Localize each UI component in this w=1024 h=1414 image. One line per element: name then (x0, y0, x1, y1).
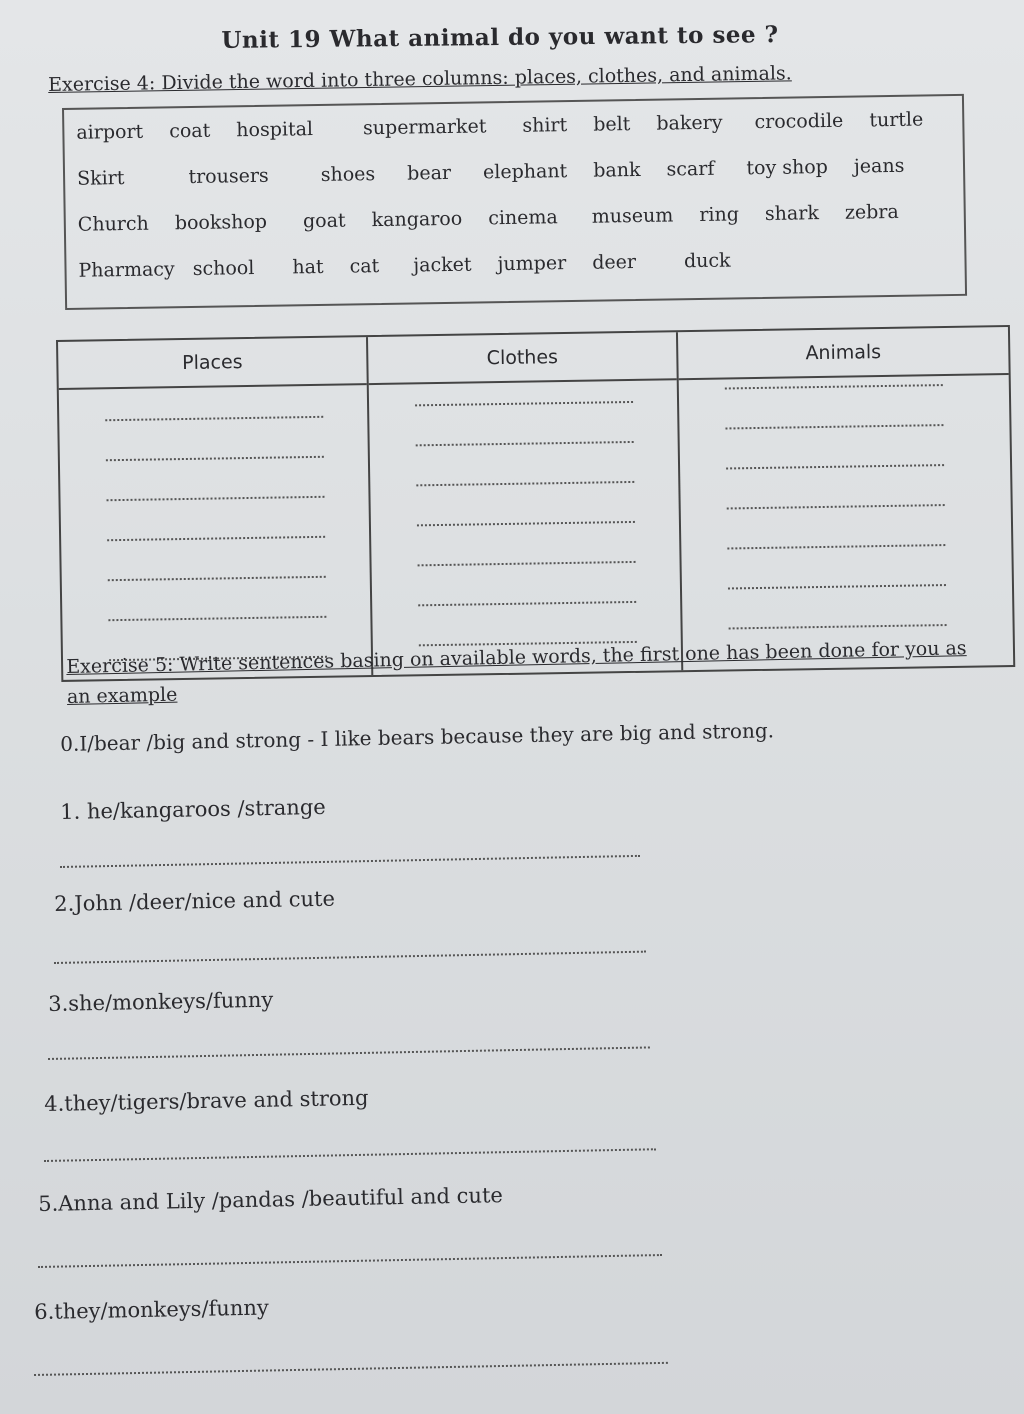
word: shoes (320, 163, 376, 186)
answer-line[interactable] (106, 456, 324, 461)
example-sentence: 0.I/bear /big and strong - I like bears because they are big and strong. (60, 718, 775, 756)
column-header-animals: Animals (678, 327, 1009, 380)
word: airport (76, 120, 144, 144)
column-header-clothes: Clothes (368, 332, 677, 385)
word: bakery (656, 111, 723, 135)
answer-line[interactable] (418, 561, 636, 566)
exercise-item: 3.she/monkeys/funny (48, 987, 274, 1016)
word: museum (591, 204, 674, 228)
word: bear (407, 161, 452, 185)
word: scarf (666, 157, 715, 181)
word: Pharmacy (78, 258, 175, 282)
word: supermarket (362, 115, 487, 140)
word: crocodile (754, 109, 844, 134)
answer-line[interactable] (108, 576, 326, 581)
exercise-item: 4.they/tigers/brave and strong (44, 1085, 369, 1116)
word: toy shop (746, 155, 829, 180)
word: cinema (488, 206, 558, 230)
word: coat (169, 119, 211, 143)
sorting-table (56, 325, 1015, 682)
word: bookshop (174, 210, 268, 235)
word: shirt (522, 114, 568, 137)
answer-line[interactable] (728, 584, 946, 589)
answer-line[interactable] (416, 441, 634, 446)
word: shark (764, 202, 820, 225)
word-bank-box (62, 94, 967, 310)
answer-line[interactable] (729, 624, 947, 629)
word: bank (593, 158, 641, 182)
word: zebra (844, 200, 899, 224)
page-title: Unit 19 What animal do you want to see ? (221, 21, 779, 54)
answer-line[interactable] (54, 951, 646, 964)
answer-line[interactable] (726, 464, 944, 469)
word: jeans (853, 154, 905, 178)
word: jumper (497, 252, 567, 276)
word: hospital (236, 118, 314, 142)
column-header-places: Places (58, 337, 367, 390)
clothes-column (368, 332, 683, 675)
answer-line[interactable] (107, 536, 325, 541)
word-bank-row (78, 201, 919, 236)
answer-line[interactable] (416, 481, 634, 486)
word: Church (77, 212, 149, 236)
word: Skirt (76, 167, 125, 190)
animals-column (678, 327, 1013, 670)
word: ring (699, 203, 740, 227)
exercise-item: 6.they/monkeys/funny (34, 1295, 269, 1324)
word: trousers (188, 164, 269, 189)
word: kangaroo (371, 207, 463, 232)
exercise-item: 2.John /deer/nice and cute (54, 886, 336, 916)
word-bank-row (76, 108, 943, 144)
word: goat (302, 209, 346, 233)
word: cat (349, 255, 380, 278)
exercise-5-instruction: Exercise 5: Write sentences basing on available words, the first one has been done for you as an example (66, 637, 967, 708)
word-bank-row (77, 154, 925, 189)
answer-line[interactable] (38, 1254, 662, 1268)
word: deer (592, 251, 637, 274)
answer-line[interactable] (105, 416, 323, 421)
word: jacket (413, 253, 472, 277)
places-column (58, 337, 373, 680)
answer-line[interactable] (725, 384, 943, 389)
answer-line[interactable] (725, 424, 943, 429)
answer-line[interactable] (107, 496, 325, 501)
answer-line[interactable] (48, 1046, 650, 1060)
word: turtle (869, 108, 924, 132)
word: hat (292, 255, 324, 279)
answer-line[interactable] (417, 521, 635, 526)
word: school (192, 257, 255, 280)
word: elephant (482, 160, 568, 184)
answer-line[interactable] (418, 601, 636, 606)
answer-line[interactable] (108, 616, 326, 621)
answer-line[interactable] (727, 544, 945, 549)
word: belt (593, 113, 631, 136)
exercise-item: 5.Anna and Lily /pandas /beautiful and cute (38, 1183, 504, 1216)
answer-line[interactable] (60, 855, 640, 868)
answer-line[interactable] (44, 1148, 656, 1162)
exercise-item: 1. he/kangaroos /strange (60, 794, 326, 824)
answer-line[interactable] (727, 504, 945, 509)
answer-line[interactable] (415, 401, 633, 406)
word: duck (683, 249, 731, 273)
answer-line[interactable] (34, 1362, 668, 1376)
word-bank-row (78, 249, 750, 282)
exercise-4-instruction: Exercise 4: Divide the word into three columns: places, clothes, and animals. (48, 62, 792, 96)
